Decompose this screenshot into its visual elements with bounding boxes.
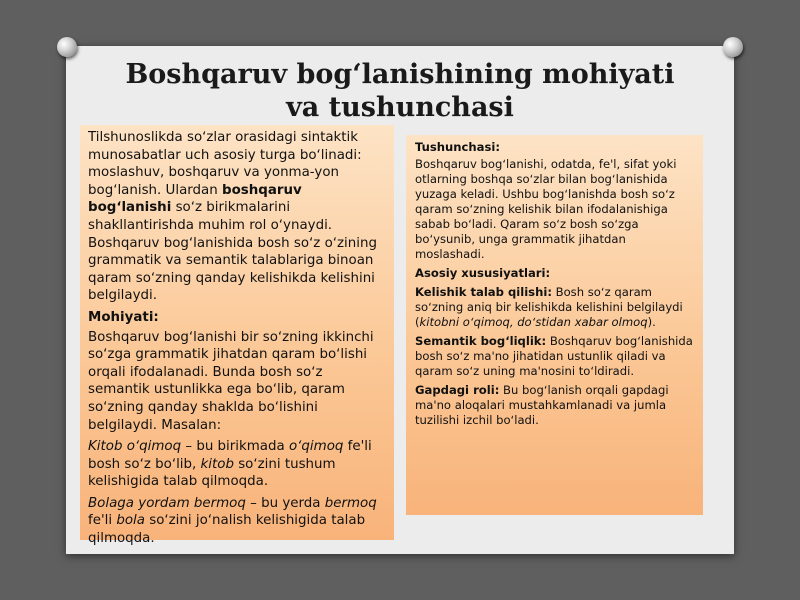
tushuncha-heading: Tushunchasi: (415, 140, 501, 154)
feature-kelishik: Kelishik talab qilishi: Bosh soʻz qaram soʻzning aniq bir kelishikda kelishini belgilaydi (kitobni oʻqimoq, doʻstidan xabar olmoq). (415, 285, 683, 329)
intro-paragraph: Tilshunoslikda soʻzlar orasidagi sintaktik munosabatlar uch asosiy turga boʻlinadi: moslashuv, boshqaruv va yonma-yon bogʻlanish. Ulardan boshqaruv bogʻlanishi soʻz birikmalarini shakllantirishda muhim rol oʻynaydi. Boshqaruv bogʻlanishida bosh soʻz oʻzining grammatik va semantik talablariga binoan qaram soʻzning qanday kelishikda kelishini belgilaydi. (88, 130, 377, 304)
mohiyat-section (88, 309, 388, 327)
pushpin-icon (723, 37, 743, 57)
example-1: Kitob oʻqimoq – bu birikmada oʻqimoq fe'li bosh soʻz boʻlib, kitob soʻzini tushum kelishigida talab qilmoqda. (88, 439, 372, 490)
feature-semantik: Semantik bogʻliqlik: Boshqaruv bogʻlanishida bosh soʻz ma'no jihatidan ustunlik qiladi va qaram soʻz uning ma'nosini toʻldiradi. (415, 334, 693, 378)
title-line-1: Boshqaruv bogʻlanishining mohiyati (125, 59, 675, 90)
tushuncha-paragraph: Boshqaruv bogʻlanishi, odatda, fe'l, sifat yoki otlarning boshqa soʻzlar bilan bogʻlanishida yuzaga keladi. Ushbu bogʻlanishda bosh soʻz qaram soʻzning kelishik bilan ifodalanishiga sabab boʻladi. Qaram soʻz bosh soʻzga boʻysunib, unga grammatik jihatdan moslashadi. (415, 157, 677, 261)
slide-title (70, 58, 730, 124)
pushpin-icon (57, 37, 77, 57)
xususiyat-section (415, 266, 697, 281)
xususiyat-heading: Asosiy xususiyatlari: (415, 266, 551, 280)
tushuncha-section (415, 140, 697, 155)
right-panel-content (415, 140, 697, 432)
key-term: boshqaruv bogʻlanishi (88, 182, 302, 216)
example-2: Bolaga yordam bermoq – bu yerda bermoq fe'li bola soʻzini joʻnalish kelishigida talab qilmoqda. (88, 495, 377, 547)
mohiyat-heading: Mohiyati: (88, 309, 159, 325)
left-panel-content (88, 129, 388, 552)
feature-gap: Gapdagi roli: Bu bogʻlanish orqali gapdagi ma'no aloqalari mustahkamlanadi va jumla tuzilishi izchil boʻladi. (415, 383, 669, 427)
title-line-2: va tushunchasi (286, 92, 514, 123)
mohiyat-paragraph: Boshqaruv bogʻlanishi bir soʻzning ikkinchi soʻzga grammatik jihatdan qaram boʻlishi orqali ifodalanadi. Bunda bosh soʻz semantik ustunlikka ega boʻlib, qaram soʻzning qanday shaklda boʻlishini belgilaydi. Masalan: (88, 329, 374, 433)
